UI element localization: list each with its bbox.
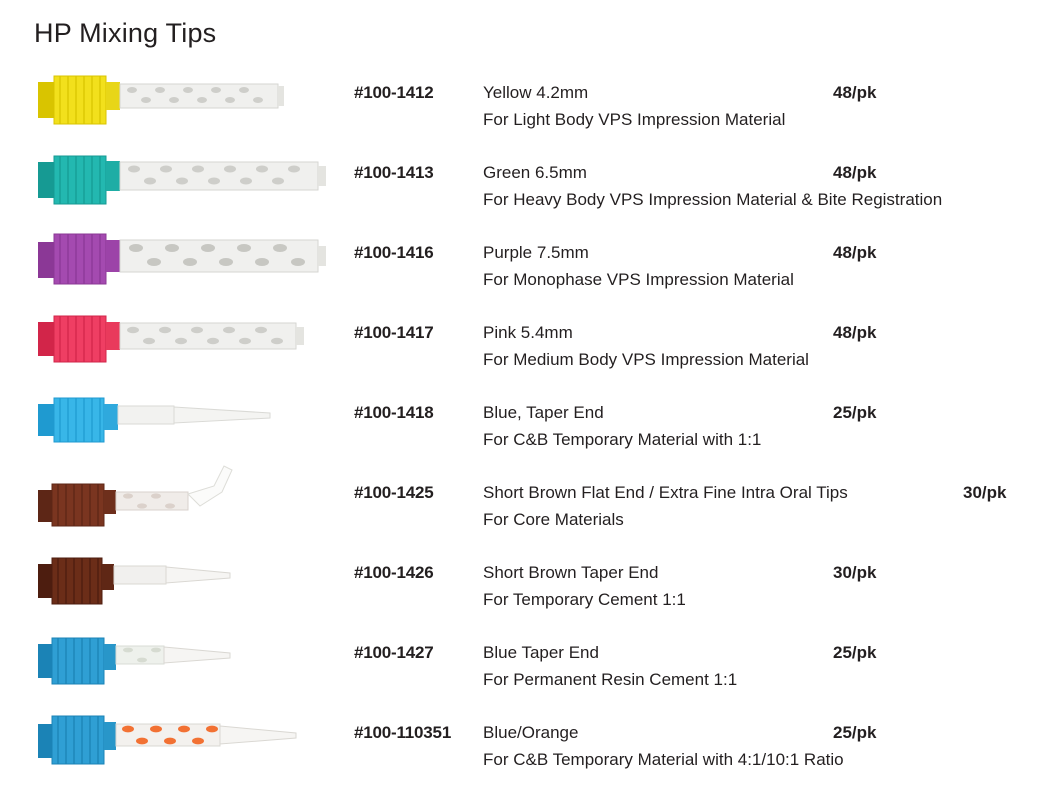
product-usage: For Heavy Body VPS Impression Material & Bite Registration: [483, 190, 943, 209]
product-name: Purple 7.5mm: [483, 243, 589, 262]
product-name: Green 6.5mm: [483, 163, 587, 182]
product-sku: #100-1416: [354, 243, 434, 262]
product-name: Blue, Taper End: [483, 403, 604, 422]
product-list: [0, 62, 1064, 782]
product-usage: For Core Materials: [483, 510, 624, 529]
product-qty: 48/pk: [833, 163, 877, 182]
product-name: Yellow 4.2mm: [483, 83, 589, 102]
list-item: [0, 702, 1064, 782]
pink-mixing-tip: [34, 302, 334, 382]
product-qty: 48/pk: [833, 323, 877, 342]
product-qty: 25/pk: [833, 723, 877, 742]
product-name: Blue/Orange: [483, 723, 579, 742]
short-brown-flat-end-tip: [34, 462, 334, 542]
product-name: Short Brown Taper End: [483, 563, 659, 582]
list-item: [0, 542, 1064, 622]
product-name: Pink 5.4mm: [483, 323, 573, 342]
product-sku: #100-1412: [354, 83, 434, 102]
list-item: [0, 62, 1064, 142]
product-sku: #100-1426: [354, 563, 434, 582]
product-name: Blue Taper End: [483, 643, 599, 662]
product-qty: 30/pk: [833, 563, 877, 582]
page-title: HP Mixing Tips: [34, 18, 217, 48]
product-qty: 30/pk: [963, 483, 1007, 502]
list-item: [0, 222, 1064, 302]
product-usage: For C&B Temporary Material with 4:1/10:1 Ratio: [483, 750, 844, 769]
product-qty: 48/pk: [833, 243, 877, 262]
list-item: [0, 622, 1064, 702]
list-item: [0, 462, 1064, 542]
product-usage: For C&B Temporary Material with 1:1: [483, 430, 762, 449]
product-sku: #100-1427: [354, 643, 434, 662]
blue-taper-end-tip: [34, 382, 334, 462]
product-qty: 25/pk: [833, 403, 877, 422]
list-item: [0, 302, 1064, 382]
blue-orange-mixing-tip: [34, 702, 334, 782]
yellow-mixing-tip: [34, 62, 334, 142]
list-item: [0, 142, 1064, 222]
product-sku: #100-1413: [354, 163, 434, 182]
green-mixing-tip: [34, 142, 334, 222]
product-name: Short Brown Flat End / Extra Fine Intra Oral Tips: [483, 483, 848, 502]
product-usage: For Monophase VPS Impression Material: [483, 270, 794, 289]
product-sku: #100-110351: [354, 723, 452, 742]
product-sku: #100-1418: [354, 403, 434, 422]
short-brown-taper-end-tip: [34, 542, 334, 622]
product-usage: For Temporary Cement 1:1: [483, 590, 686, 609]
product-usage: For Light Body VPS Impression Material: [483, 110, 786, 129]
product-qty: 48/pk: [833, 83, 877, 102]
product-qty: 25/pk: [833, 643, 877, 662]
blue-taper-end-tip-2: [34, 622, 334, 702]
list-item: [0, 382, 1064, 462]
product-usage: For Medium Body VPS Impression Material: [483, 350, 809, 369]
purple-mixing-tip: [34, 222, 334, 302]
product-sku: #100-1417: [354, 323, 434, 342]
product-sku: #100-1425: [354, 483, 434, 502]
product-usage: For Permanent Resin Cement 1:1: [483, 670, 738, 689]
